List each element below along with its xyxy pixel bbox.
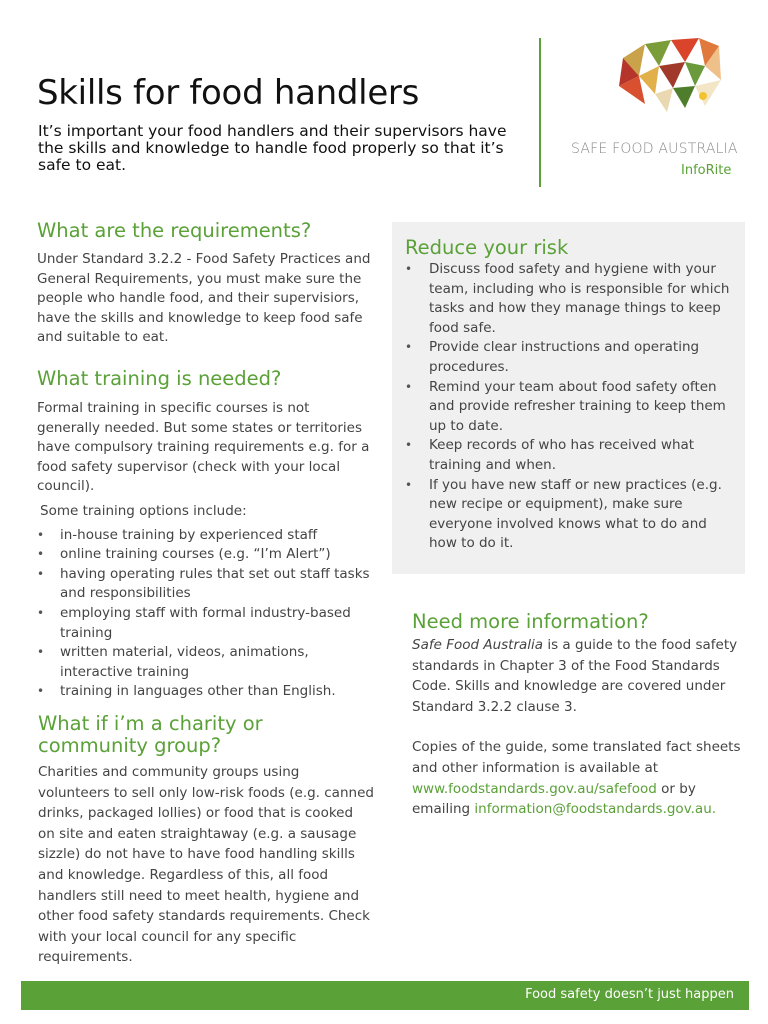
- more-info-heading: Need more information?: [412, 610, 649, 633]
- footer-tagline: Food safety doesn’t just happen: [525, 987, 734, 1002]
- requirements-heading: What are the requirements?: [37, 219, 312, 242]
- guide-text: is a guide to the food safety standards in Chapter 3 of the Food Standards Code. Skills and knowledge are covered under Standard 3.2.2 clause 3.: [412, 637, 738, 715]
- safefood-link[interactable]: www.foodstandards.gov.au/safefood: [412, 780, 657, 797]
- email-link[interactable]: information@foodstandards.gov.au.: [474, 801, 717, 818]
- footer-bar: [21, 981, 749, 1010]
- list-item: • Remind your team about food safety often and provide refresher training to keep them up to date.: [405, 378, 735, 437]
- requirements-body: Under Standard 3.2.2 - Food Safety Practices and General Requirements, you must make sure the people who handle food, and their supervisiors, have the skills and knowledge to keep food safe and suitable to eat.: [37, 251, 371, 346]
- list-item: • having operating rules that set out staff tasks and responsibilities: [37, 565, 375, 604]
- guide-name: Safe Food Australia: [412, 637, 544, 653]
- training-options-intro: Some training options include:: [40, 502, 247, 519]
- list-item: • training in languages other than English.: [37, 682, 375, 702]
- list-item: • written material, videos, animations, interactive training: [37, 643, 375, 682]
- list-item: • online training courses (e.g. “I’m Alert”): [37, 545, 375, 565]
- charity-section: [38, 713, 374, 968]
- list-item: • Discuss food safety and hygiene with your team, including who is responsible for which tasks and how they manage things to keep food safe.: [405, 260, 735, 338]
- training-heading: What training is needed?: [37, 367, 282, 390]
- list-item: • If you have new staff or new practices (e.g. new recipe or equipment), make sure everyone involved knows what to do and how to do it.: [405, 476, 735, 554]
- emailing-text: emailing: [412, 801, 475, 818]
- brand-name: SAFE FOOD AUSTRALIA: [571, 141, 738, 157]
- list-item: • employing staff with formal industry-based training: [37, 604, 375, 643]
- training-section: [37, 368, 375, 702]
- charity-heading: What if i’m a charity or community group?: [38, 712, 263, 757]
- more-info-guide: [412, 635, 747, 717]
- reduce-risk-heading: Reduce your risk: [405, 236, 569, 259]
- reduce-risk-list: [405, 260, 735, 554]
- header-divider: [539, 38, 541, 187]
- requirements-section: [37, 220, 375, 348]
- brand-sub: InfoRite: [681, 163, 732, 178]
- charity-body: Charities and community groups using volunteers to sell only low-risk foods (e.g. canned drinks, packaged lollies) or food that is cooked on site and eaten straightaway (e.g. a sausage sizzle) do not have to have food handling skills and knowledge. Regardless of this, all food handlers still need to meet health, hygiene and other food safety standards requirements. Check with your local council for any specific requirements.: [38, 764, 374, 966]
- list-item: • Provide clear instructions and operating procedures.: [405, 338, 735, 377]
- more-info-section: [412, 611, 747, 820]
- reduce-risk-panel: [392, 222, 745, 574]
- training-options-list: [37, 526, 375, 702]
- more-info-copies: [412, 737, 747, 819]
- page-title: Skills for food handlers: [37, 73, 420, 113]
- training-body: Formal training in specific courses is not generally needed. But some states or territories have compulsory training requirements e.g. for a food safety supervisor (check with your local council).: [37, 400, 370, 495]
- copies-text: Copies of the guide, some translated fact sheets and other information is available at: [412, 739, 741, 776]
- list-item: • Keep records of who has received what training and when.: [405, 436, 735, 475]
- list-item: • in-house training by experienced staff: [37, 526, 375, 546]
- intro-text: It’s important your food handlers and their supervisors have the skills and knowledge to handle food properly so that it’s safe to eat.: [38, 122, 507, 174]
- safe-food-australia-logo: [615, 36, 725, 116]
- or-by-text: or by: [656, 780, 696, 797]
